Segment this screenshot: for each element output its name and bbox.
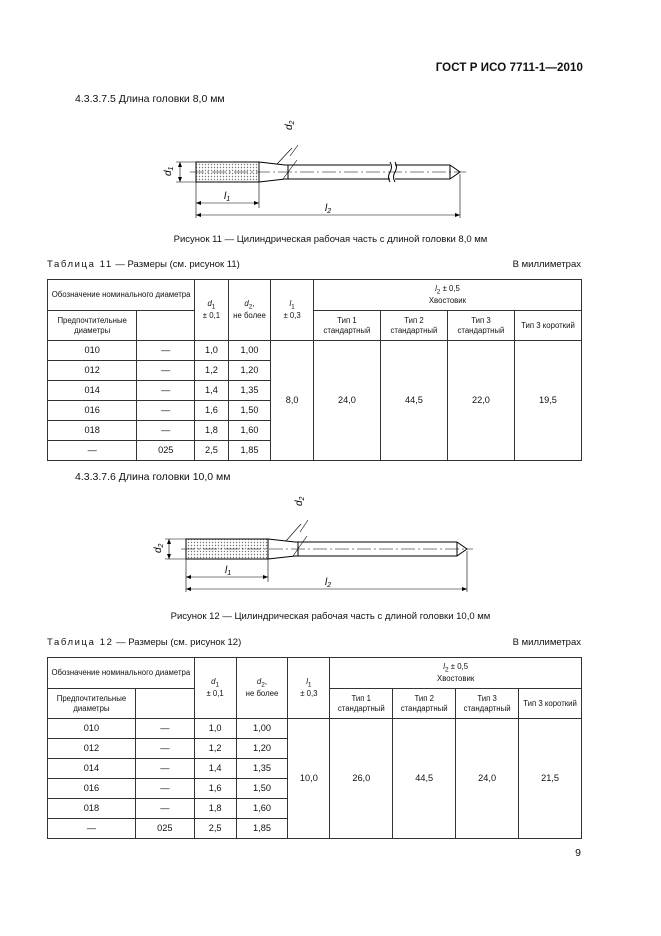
table-number: Таблица 12	[47, 637, 114, 648]
type3-short-value: 19,5	[514, 341, 581, 461]
table-row: 010 — 1,0 1,00 8,0 24,0 44,5 22,0 19,5	[48, 341, 582, 361]
type3-standard-header: Тип 3 стандартный	[456, 689, 519, 719]
l2-label: $l_2$	[325, 577, 332, 589]
figure-12-drawing	[145, 490, 475, 600]
table-title: — Размеры (см. рисунок 11)	[112, 259, 240, 270]
table-title: — Размеры (см. рисунок 12)	[113, 637, 242, 648]
type3-standard-value: 22,0	[447, 341, 514, 461]
preferred-diameters-header: Предпочтительные диаметры	[48, 689, 136, 719]
table-caption	[47, 259, 240, 270]
other-diameters-header	[137, 311, 195, 341]
table-row: 018 — 1,8 1,60	[48, 421, 582, 441]
type3-standard-header: Тип 3 стандартный	[447, 311, 514, 341]
page-number: 9	[575, 847, 581, 859]
l1-label: $l_1$	[225, 565, 232, 577]
l2-shank-header: $l_2 \pm 0,5$ Хвостовик	[330, 658, 582, 689]
d2-label: $d_2$	[294, 496, 306, 506]
l1-header: $l_1$ ± 0,3	[288, 658, 330, 719]
table-row: — 025 2,5 1,85	[48, 819, 582, 839]
type2-value: 44,5	[380, 341, 447, 461]
units-note: В миллиметрах	[512, 637, 581, 648]
table-row: 010 — 1,0 1,00 10,0 26,0 44,5 24,0 21,5	[48, 719, 582, 739]
table-row: 012 — 1,2 1,20	[48, 739, 582, 759]
table-row: 014 — 1,4 1,35	[48, 759, 582, 779]
nominal-diameter-header: Обозначение номинального диаметра	[48, 280, 195, 311]
table-row: 016 — 1,6 1,50	[48, 779, 582, 799]
preferred-diameters-header: Предпочтительные диаметры	[48, 311, 137, 341]
units-note: В миллиметрах	[512, 259, 581, 270]
type2-header: Тип 2 стандартный	[393, 689, 456, 719]
d2-header: $d_2$, не более	[236, 658, 288, 719]
type1-value: 24,0	[313, 341, 380, 461]
type3-short-header: Тип 3 короткий	[514, 311, 581, 341]
type3-short-header: Тип 3 короткий	[519, 689, 582, 719]
l2-shank-header: $l_2 \pm 0,5$ Хвостовик	[313, 280, 581, 311]
section-heading: 4.3.3.7.5 Длина головки 8,0 мм	[75, 93, 225, 105]
type3-standard-value: 24,0	[456, 719, 519, 839]
table-row: 016 — 1,6 1,50	[48, 401, 582, 421]
l1-label: $l_1$	[224, 191, 231, 203]
table-row: 014 — 1,4 1,35	[48, 381, 582, 401]
d1-header: $d_1$ ± 0,1	[195, 280, 229, 341]
table-caption	[47, 637, 241, 648]
dimensions-table-11	[47, 279, 582, 461]
type1-header: Тип 1 стандартный	[330, 689, 393, 719]
d2-label: $d_2$	[284, 120, 296, 130]
section-heading: 4.3.3.7.6 Длина головки 10,0 мм	[75, 471, 231, 483]
dimensions-table-12	[47, 657, 582, 839]
nominal-diameter-header: Обозначение номинального диаметра	[48, 658, 195, 689]
type1-value: 26,0	[330, 719, 393, 839]
l2-label: $l_2$	[325, 203, 332, 215]
d1-label: $d_2$	[153, 543, 165, 553]
l1-value: 10,0	[288, 719, 330, 839]
figure-caption: Рисунок 12 — Цилиндрическая рабочая часть с длиной головки 10,0 мм	[170, 611, 491, 622]
table-row: 018 — 1,8 1,60	[48, 799, 582, 819]
type3-short-value: 21,5	[519, 719, 582, 839]
table-number: Таблица 11	[47, 259, 113, 270]
figure-11-drawing	[150, 112, 470, 222]
document-header: ГОСТ Р ИСО 7711-1—2010	[435, 62, 583, 74]
type2-header: Тип 2 стандартный	[380, 311, 447, 341]
table-row: 012 — 1,2 1,20	[48, 361, 582, 381]
table-row: — 025 2,5 1,85	[48, 441, 582, 461]
d1-header: $d_1$ ± 0,1	[194, 658, 236, 719]
l1-value: 8,0	[271, 341, 314, 461]
d1-label: $d_1$	[163, 166, 175, 176]
d2-header: $d_2$, не более	[228, 280, 271, 341]
figure-caption: Рисунок 11 — Цилиндрическая рабочая часть с длиной головки 8,0 мм	[173, 234, 488, 245]
type1-header: Тип 1 стандартный	[313, 311, 380, 341]
l1-header: $l_1$ ± 0,3	[271, 280, 314, 341]
other-diameters-header	[135, 689, 194, 719]
type2-value: 44,5	[393, 719, 456, 839]
